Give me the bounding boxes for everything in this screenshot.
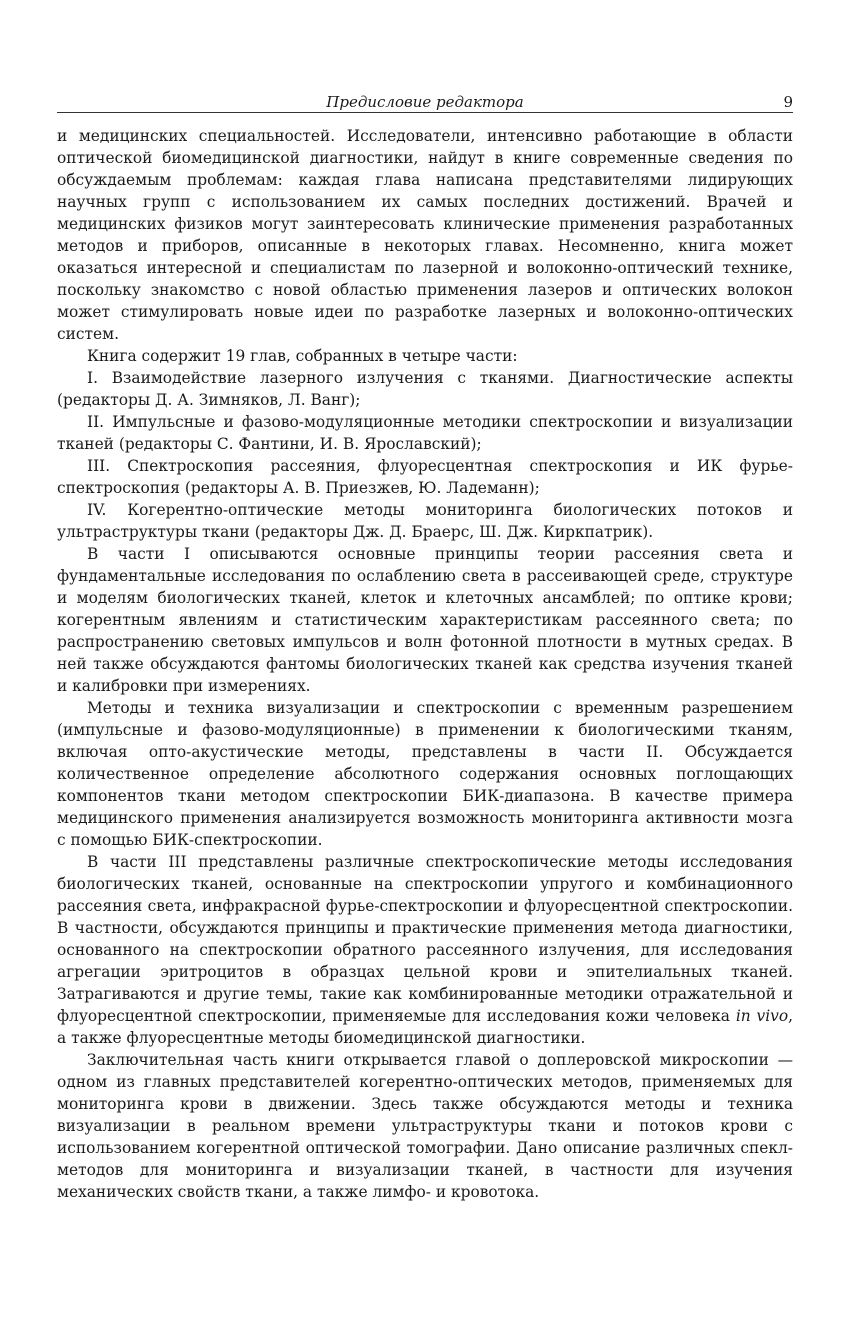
paragraph: и медицинских специальностей. Исследователи, интенсивно работающие в области оптической биомедицинской диагностики, найдут в книге современные сведения по обсуждаемым проблемам: каждая глава написана представителями лидирующих научных групп с использованием их самых последних достижений. Врачей и медицинских физиков могут заинтересовать клинические применения разработанных методов и приборов, описанные в некоторых главах. Несомненно, книга может оказаться интересной и специалистам по лазерной и волоконно-оптический технике, поскольку знакомство с новой областью применения лазеров и оптических волокон может стимулировать новые идеи по разработке лазерных и волоконно-оптических систем. — [57, 127, 793, 343]
paragraph-text: В части III представлены различные спектроскопические методы исследования биологических тканей, основанные на спектроскопии упругого и комбинационного рассеяния света, инфракрасной фурье-спектроскопии и флуоресцентной спектроскопии. В частности, обсуждаются принципы и практические применения метода диагностики, основанного на спектроскопии обратного рассеянного излучения, для исследования агрегации эритроцитов в образцах цельной крови и эпителиальных тканей. Затрагиваются и другие темы, такие как комбинированные методики отражательной и флуоресцентной спектроскопии, применяемые для исследования кожи человека — [57, 853, 793, 1025]
paragraph: Методы и техника визуализации и спектроскопии с временным разрешением (импульсные и фазово-модуляционные) в применении к биологическими тканям, включая опто-акустические методы, представлены в части II. Обсуждается количественное определение абсолютного содержания основных поглощающих компонентов ткани методом спектроскопии БИК-диапазона. В качестве примера медицинского применения анализируется возможность мониторинга активности мозга с помощью БИК-спектроскопии. — [57, 699, 793, 849]
list-item-part-2: II. Импульсные и фазово-модуляционные методики спектроскопии и визуализации тканей (редакторы С. Фантини, И. В. Ярославский); — [57, 413, 793, 453]
paragraph: Книга содержит 19 глав, собранных в четыре части: — [87, 347, 518, 365]
running-header — [57, 90, 793, 113]
paragraph: В части I описываются основные принципы теории рассеяния света и фундаментальные исследования по ослаблению света в рассеивающей среде, структуре и моделям биологических тканей, клеток и клеточных ансамблей; по оптике крови; когерентным явлениям и статистическим характеристикам рассеянного света; по распространению световых импульсов и волн фотонной плотности в мутных средах. В ней также обсуждаются фантомы биологических тканей как средства изучения тканей и калибровки при измерениях. — [57, 545, 793, 695]
paragraph: Заключительная часть книги открывается главой о доплеровской микроскопии — одном из главных представителей когерентно-оптических методов, применяемых для мониторинга крови в движении. Здесь также обсуждаются методы и техника визуализации в реальном времени ультраструктуры ткани и потоков крови с использованием когерентной оптической томографии. Дано описание различных спекл-методов для мониторинга и визуализации тканей, в частности для изучения механических свойств ткани, а также лимфо- и кровотока. — [57, 1051, 793, 1201]
body-text — [57, 125, 793, 1203]
list-item-part-1: I. Взаимодействие лазерного излучения с тканями. Диагностические аспекты (редакторы Д. А. Зимняков, Л. Ванг); — [57, 369, 793, 409]
italic-term: in vivo — [735, 1007, 789, 1025]
list-item-part-3: III. Спектроскопия рассеяния, флуоресцентная спектроскопия и ИК фурье-спектроскопия (редакторы А. В. Приезжев, Ю. Ладеманн); — [57, 457, 793, 497]
running-title: Предисловие редактора — [326, 93, 524, 111]
paragraph — [57, 851, 793, 1049]
book-page — [57, 90, 793, 1203]
page-number: 9 — [783, 93, 793, 111]
list-item-part-4: IV. Когерентно-оптические методы мониторинга биологических потоков и ультраструктуры ткани (редакторы Дж. Д. Браерс, Ш. Дж. Киркпатрик). — [57, 501, 793, 541]
paragraph-text: , а также флуоресцентные методы биомедицинской диагностики. — [57, 1007, 793, 1047]
